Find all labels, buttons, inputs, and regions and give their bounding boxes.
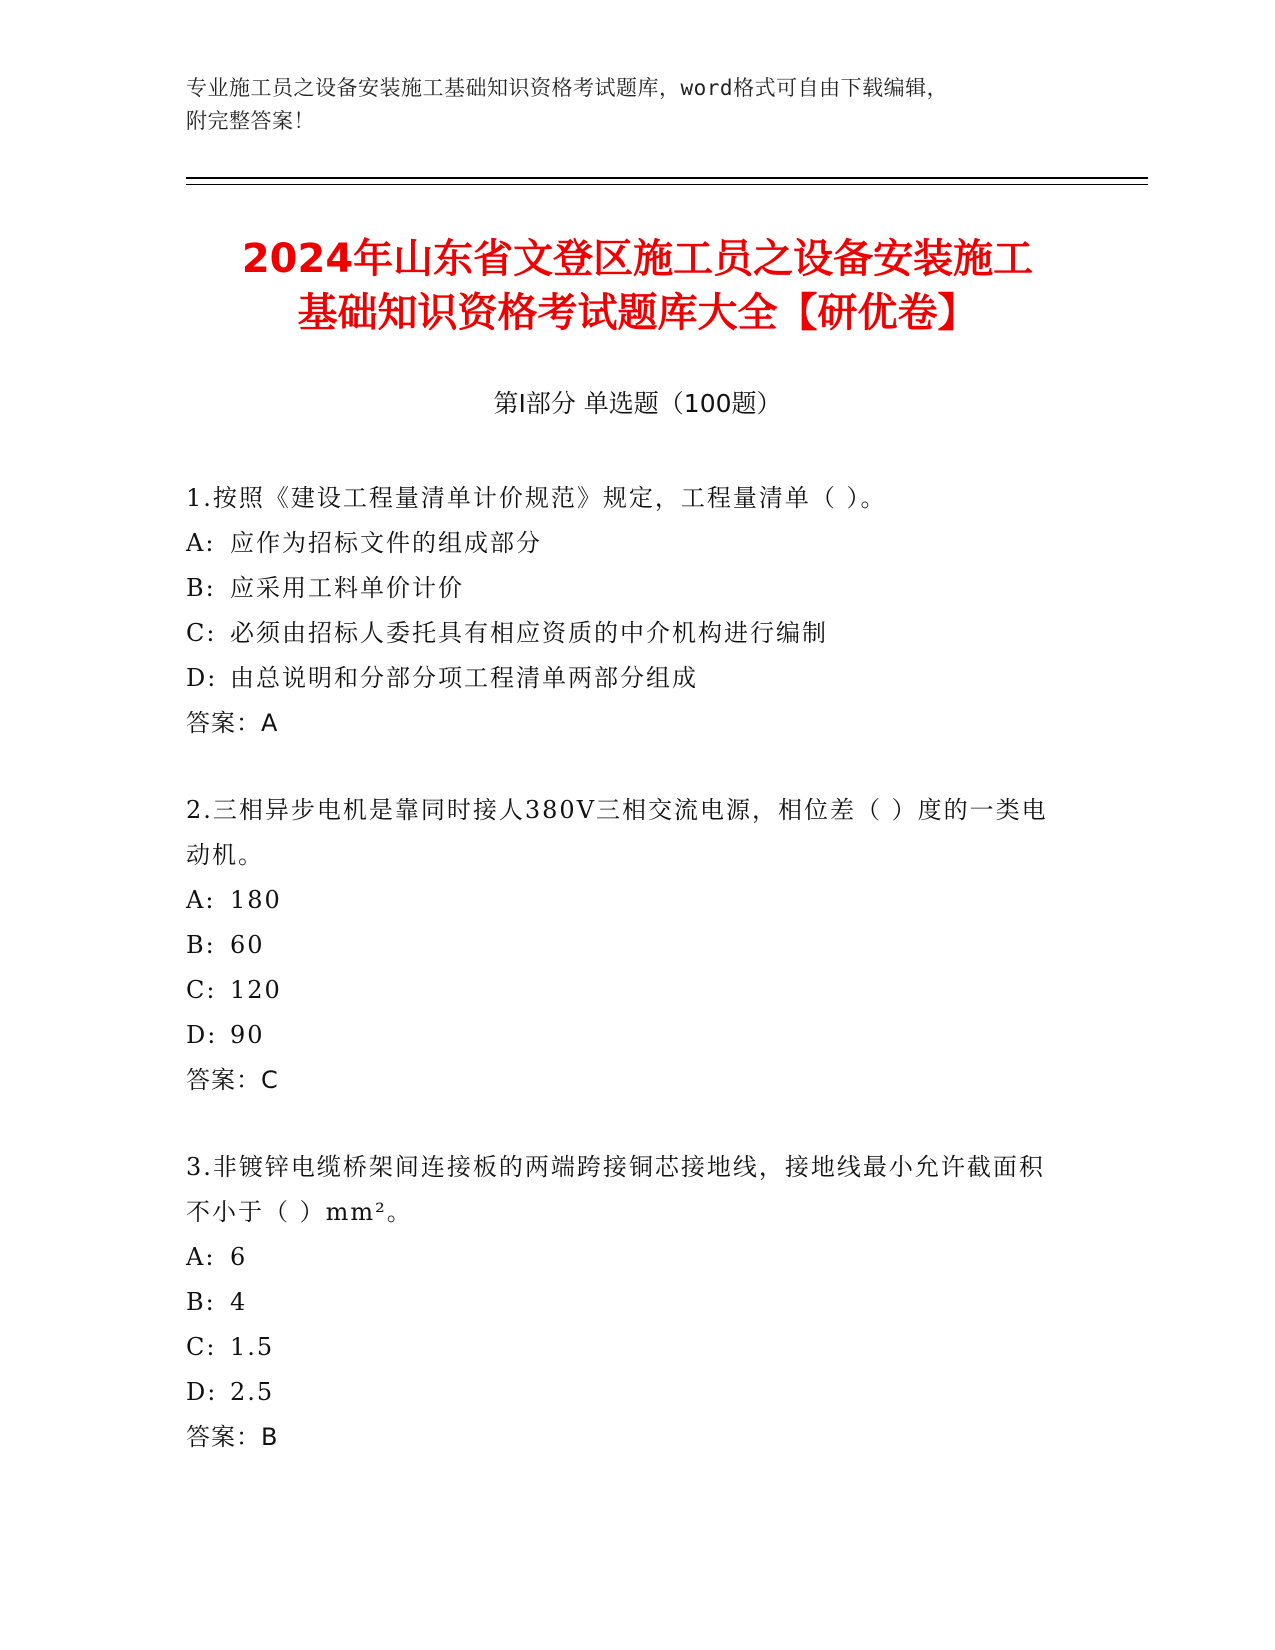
header-divider-thin xyxy=(186,184,1148,185)
header-note xyxy=(186,72,1086,138)
header-note-line2: 附完整答案！ xyxy=(186,109,315,133)
question-3 xyxy=(186,1145,1066,1460)
option-text: 必须由招标人委托具有相应资质的中介机构进行编制 xyxy=(230,619,828,647)
option-c xyxy=(186,1325,1066,1370)
option-b xyxy=(186,923,1066,968)
option-text: 4 xyxy=(230,1288,248,1316)
question-2 xyxy=(186,788,1066,1103)
option-key: D: xyxy=(186,664,218,692)
answer-label: 答案：B xyxy=(186,1423,279,1451)
section-title: 第Ⅰ部分 单选题（100题） xyxy=(493,389,782,418)
question-stem: 3.非镀锌电缆桥架间连接板的两端跨接铜芯接地线，接地线最小允许截面积不小于（ ）mm²。 xyxy=(186,1153,1045,1226)
document-title-line1: 2024年山东省文登区施工员之设备安装施工 xyxy=(241,236,1034,282)
option-text: 应作为招标文件的组成部分 xyxy=(230,529,542,557)
question-stem: 1.按照《建设工程量清单计价规范》规定，工程量清单（ ）。 xyxy=(186,484,887,512)
option-key: C: xyxy=(186,1333,217,1361)
option-key: D: xyxy=(186,1378,218,1406)
document-title-line2: 基础知识资格考试题库大全【研优卷】 xyxy=(297,290,978,336)
question-1 xyxy=(186,476,1066,746)
option-key: A: xyxy=(186,886,216,914)
option-d xyxy=(186,1013,1066,1058)
option-key: C: xyxy=(186,619,217,647)
answer-label: 答案：C xyxy=(186,1066,279,1094)
header-divider-thick xyxy=(186,177,1148,179)
option-d xyxy=(186,1370,1066,1415)
option-key: B: xyxy=(186,931,216,959)
document-title xyxy=(150,232,1125,340)
option-text: 120 xyxy=(230,976,282,1004)
option-text: 应采用工料单价计价 xyxy=(230,574,464,602)
option-a xyxy=(186,878,1066,923)
option-text: 1.5 xyxy=(230,1333,275,1361)
option-text: 由总说明和分部分项工程清单两部分组成 xyxy=(230,664,698,692)
option-b xyxy=(186,566,1066,611)
option-text: 6 xyxy=(230,1243,248,1271)
option-key: C: xyxy=(186,976,217,1004)
option-text: 90 xyxy=(230,1021,265,1049)
option-key: B: xyxy=(186,574,216,602)
option-d xyxy=(186,656,1066,701)
option-c xyxy=(186,611,1066,656)
option-key: B: xyxy=(186,1288,216,1316)
answer-label: 答案：A xyxy=(186,709,279,737)
option-key: A: xyxy=(186,1243,216,1271)
option-key: D: xyxy=(186,1021,218,1049)
option-a xyxy=(186,521,1066,566)
header-note-line1: 专业施工员之设备安装施工基础知识资格考试题库，word格式可自由下载编辑， xyxy=(186,76,949,100)
option-text: 180 xyxy=(230,886,282,914)
question-stem: 2.三相异步电机是靠同时接人380V三相交流电源，相位差（ ）度的一类电动机。 xyxy=(186,796,1048,869)
option-a xyxy=(186,1235,1066,1280)
question-list xyxy=(186,476,1066,1502)
option-b xyxy=(186,1280,1066,1325)
option-text: 2.5 xyxy=(230,1378,275,1406)
option-key: A: xyxy=(186,529,216,557)
option-text: 60 xyxy=(230,931,265,959)
option-c xyxy=(186,968,1066,1013)
